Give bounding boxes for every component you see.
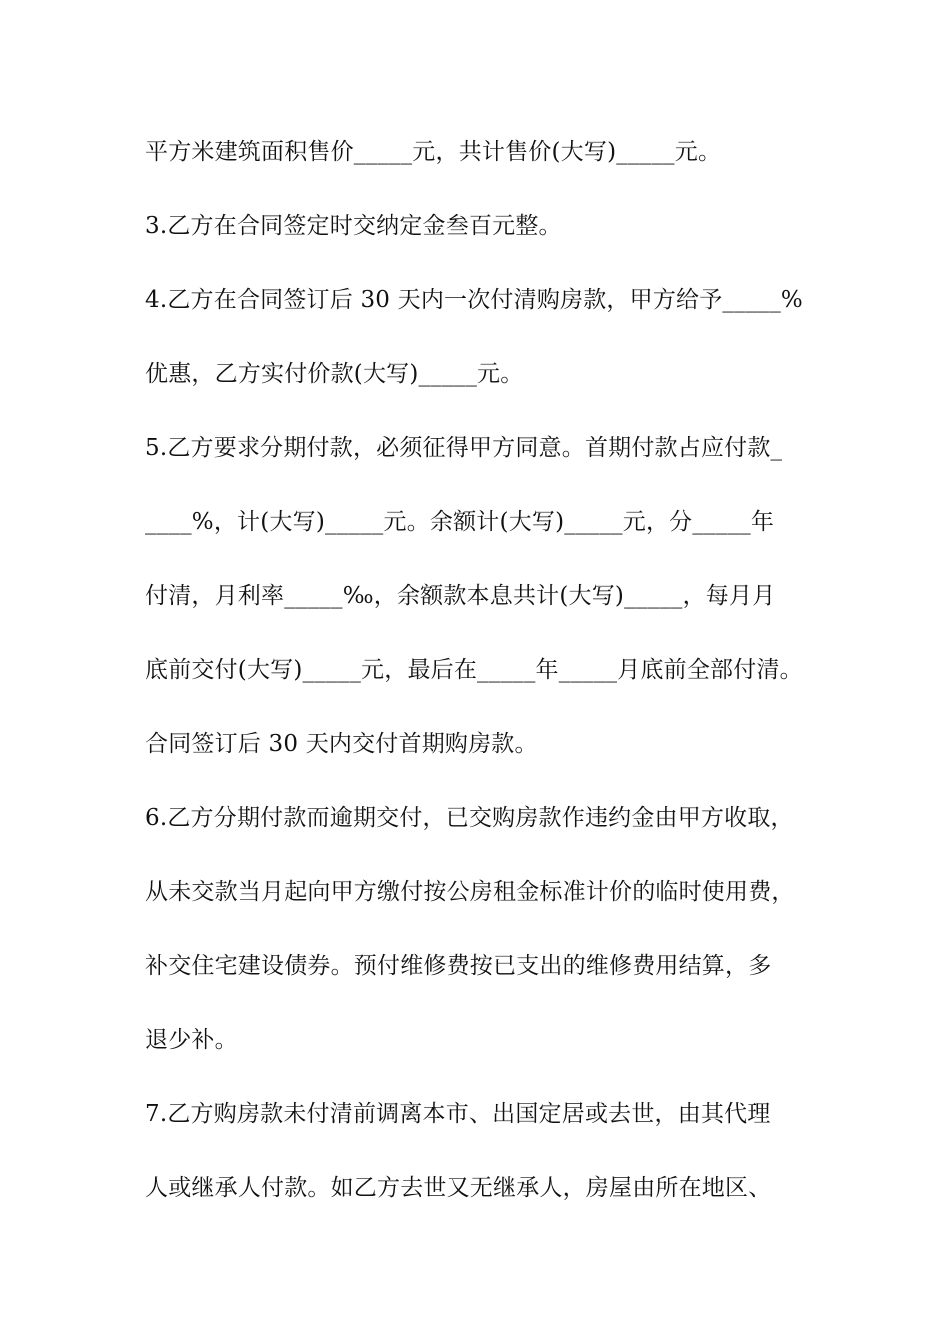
text-line: 6.乙方分期付款而逾期交付，已交购房款作违约金由甲方收取， [145,805,794,831]
text-line: 5.乙方要求分期付款，必须征得甲方同意。首期付款占应付款_ [145,435,783,461]
text-line: 优惠，乙方实付价款(大写)_____元。 [145,361,524,387]
text-line: 4.乙方在合同签订后 30 天内一次付清购房款，甲方给予_____% [145,287,803,313]
text-line: 付清，月利率_____‰，余额款本息共计(大写)_____，每月月 [145,583,776,609]
text-line: 退少补。 [145,1027,238,1053]
text-line: ____%，计(大写)_____元。余额计(大写)_____元，分_____年 [145,509,775,535]
text-line: 合同签订后 30 天内交付首期购房款。 [145,731,538,757]
text-line: 从未交款当月起向甲方缴付按公房租金标准计价的临时使用费， [145,879,795,905]
text-line: 7.乙方购房款未付清前调离本市、出国定居或去世，由其代理 [145,1101,771,1127]
text-line: 底前交付(大写)_____元，最后在_____年_____月底前全部付清。 [145,657,803,683]
text-line: 平方米建筑面积售价_____元，共计售价(大写)_____元。 [145,139,722,165]
text-line: 3.乙方在合同签定时交纳定金叁百元整。 [145,213,562,239]
text-line: 补交住宅建设债券。预付维修费按已支出的维修费用结算，多 [145,953,772,979]
text-line: 人或继承人付款。如乙方去世又无继承人，房屋由所在地区、 [145,1175,772,1201]
contract-text [145,115,835,1225]
